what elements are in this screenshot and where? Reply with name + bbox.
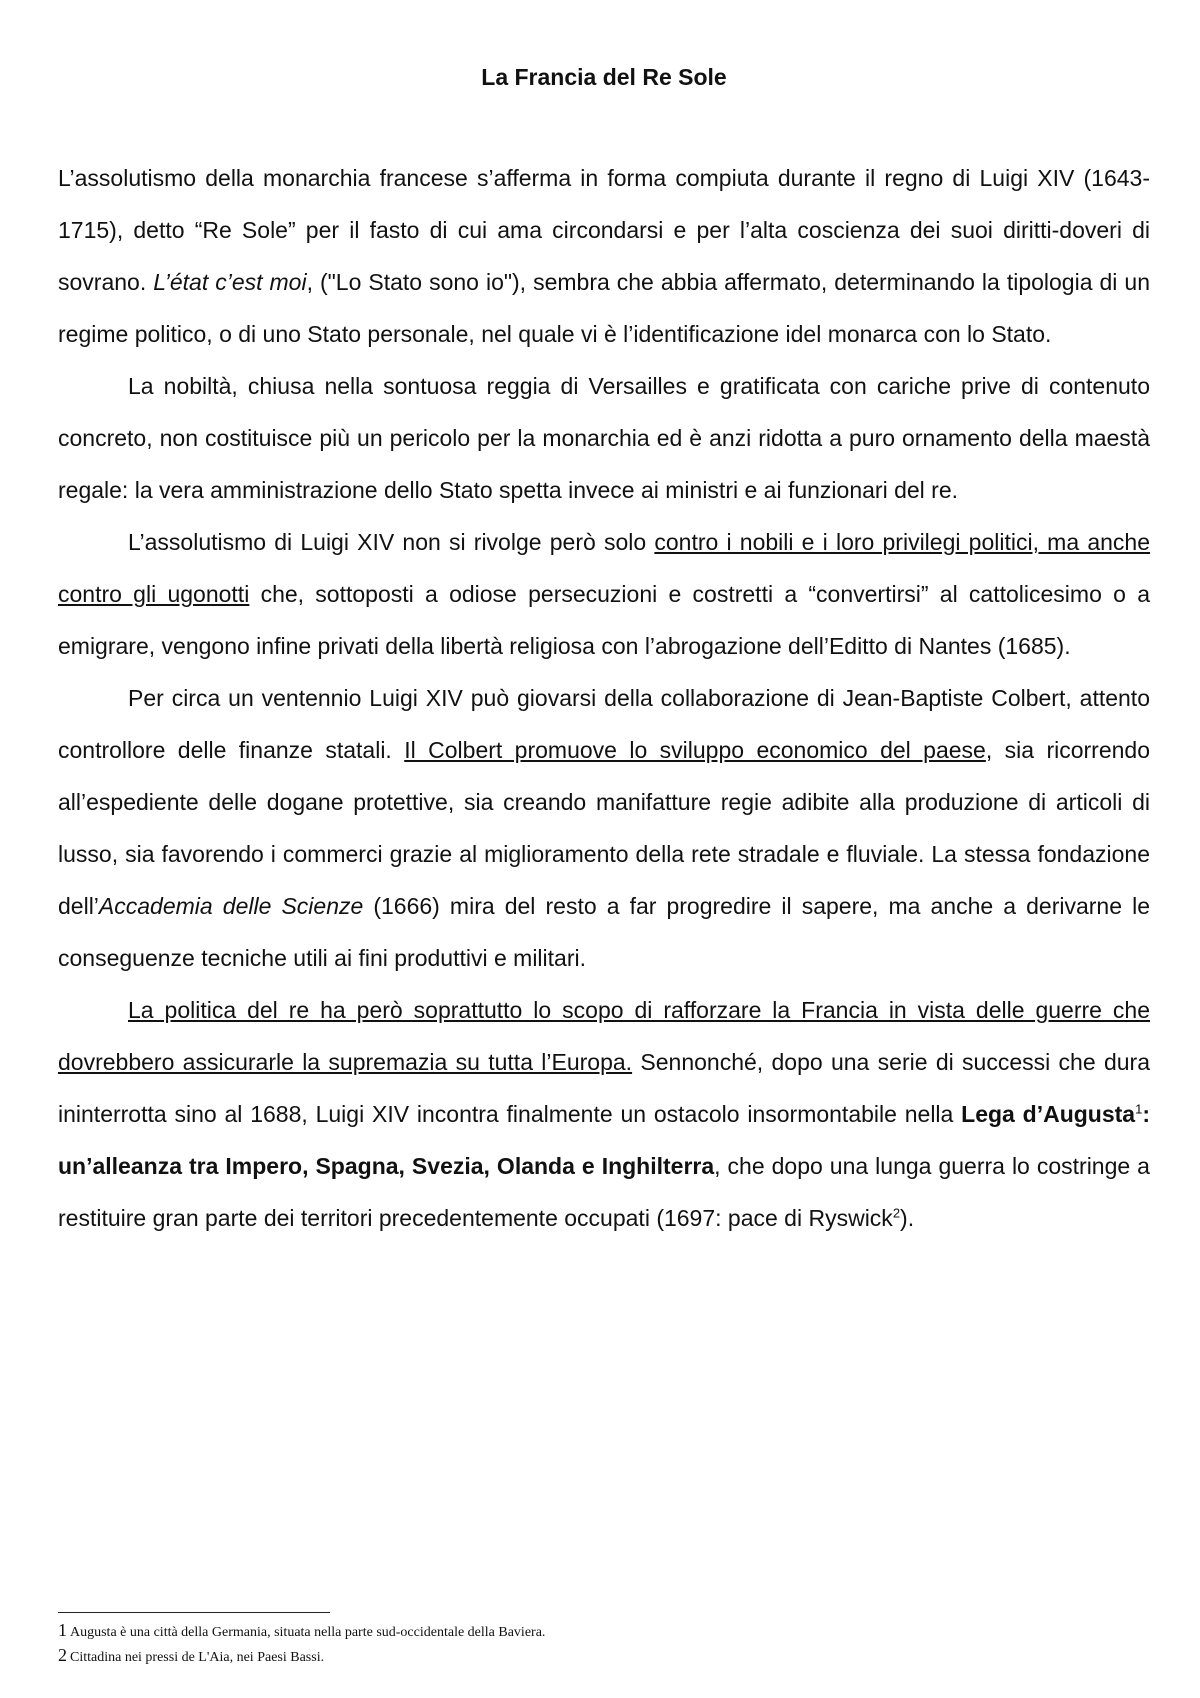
footnote-ref-1[interactable]: 1 (1135, 1101, 1143, 1117)
p4-underlined: Il Colbert promuove lo sviluppo economico del paese (404, 737, 986, 763)
p4-text-a: Per circa un ventennio Luigi XIV può giovarsi della collaborazione di Jean-Baptiste Colbert, attento controllore delle finanze statali. (58, 685, 1150, 763)
footnote-number: 1 (58, 1620, 67, 1640)
p3-text-a: L’assolutismo di Luigi XIV non si rivolge però solo (128, 529, 655, 555)
paragraph-2: La nobiltà, chiusa nella sontuosa reggia di Versailles e gratificata con cariche prive di contenuto concreto, non costituisce più un pericolo per la monarchia ed è anzi ridotta a puro ornamento della maestà regale: la vera amministrazione dello Stato spetta invece ai ministri e ai funzionari del re. (58, 373, 1150, 503)
p4-text-b: , sia ricorrendo all’espediente delle dogane protettive, sia creando manifatture regie adibite alla produzione di articoli di lusso, sia favorendo i commerci grazie al miglioramento della rete stradale e fluviale. La stessa fondazione dell’ (58, 737, 1150, 919)
p3-underlined: contro i nobili e i loro privilegi politici, ma anche contro gli ugonotti (58, 529, 1150, 607)
footnote-number: 2 (58, 1645, 67, 1665)
document-title: La Francia del Re Sole (481, 64, 727, 90)
p5-underlined: La politica del re ha però soprattutto lo scopo di rafforzare la Francia in vista delle guerre che dovrebbero assicurarle la supremazia su tutta l’Europa. (58, 997, 1150, 1075)
footnote-text: Cittadina nei pressi de L'Aia, nei Paesi Bassi. (70, 1650, 325, 1665)
footnotes (58, 1612, 1150, 1669)
p5-text-b: , che dopo una lunga guerra lo costringe a restituire gran parte dei territori precedentemente occupati (1697: pace di Ryswick (58, 1153, 1150, 1231)
p1-text-a: L’assolutismo della monarchia francese s’afferma in forma compiuta durante il regno di Luigi XIV (1643-1715), detto “Re Sole” per il fasto di cui ama circondarsi e per l’alta coscienza dei suoi diritti-doveri di sovrano. (58, 165, 1150, 295)
paragraph-5 (58, 984, 1150, 1244)
p1-text-b: , ("Lo Stato sono io"), sembra che abbia affermato, determinando la tipologia di un regime politico, o di uno Stato personale, nel quale vi è l’identificazione idel monarca con lo Stato. (58, 269, 1150, 347)
footnote-ref-2[interactable]: 2 (892, 1205, 901, 1221)
p5-text-c: ). (900, 1205, 915, 1231)
footnote-separator (58, 1612, 330, 1613)
p5-bold-alliance: : un’alleanza tra Impero, Spagna, Svezia, Olanda e Inghilterra (58, 1101, 1151, 1179)
p4-italic-academy: Accademia delle Scienze (98, 893, 364, 919)
footnote-text: Augusta è una città della Germania, situata nella parte sud-occidentale della Baviera. (70, 1625, 546, 1640)
p5-bold-lega: Lega d’Augusta (961, 1101, 1136, 1127)
paragraph-4 (58, 672, 1150, 984)
p1-italic-quote: L’état c’est moi (153, 269, 307, 295)
footnote-2 (58, 1644, 1150, 1669)
footnote-1 (58, 1619, 1150, 1644)
paragraph-3 (58, 516, 1150, 672)
document-page (58, 52, 1150, 1244)
p3-text-b: che, sottoposti a odiose persecuzioni e costretti a “convertirsi” al cattolicesimo o a emigrare, vengono infine privati della libertà religiosa con l’abrogazione dell’Editto di Nantes (1685). (58, 581, 1150, 659)
p5-text-a: Sennonché, dopo una serie di successi che dura ininterrotta sino al 1688, Luigi XIV incontra finalmente un ostacolo insormontabile nella (58, 1049, 1150, 1127)
p4-text-c: (1666) mira del resto a far progredire il sapere, ma anche a derivarne le conseguenze tecniche utili ai fini produttivi e militari. (58, 893, 1150, 971)
paragraph-1 (58, 152, 1150, 360)
